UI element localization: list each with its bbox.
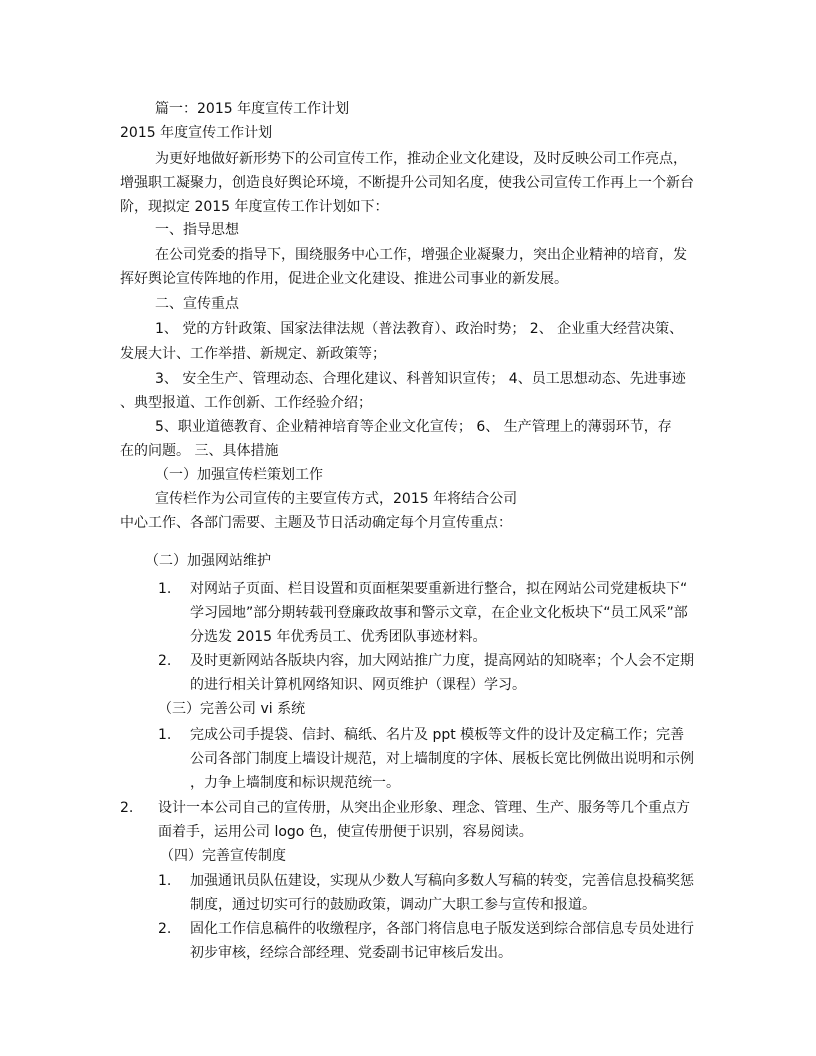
- list-number: 2.: [120, 800, 134, 816]
- list-item-line: 加强通讯员队伍建设，实现从少数人写稿向多数人写稿的转变，完善信息投稿奖惩: [190, 873, 694, 889]
- section-body-line: 、典型报道、工作创新、工作经验介绍；: [120, 395, 372, 411]
- section-body-line: 挥好舆论宣传阵地的作用，促进企业文化建设、推进公司事业的新发展。: [120, 271, 568, 287]
- subsection-heading: （二）加强网站维护: [145, 553, 271, 569]
- list-number: 2.: [158, 921, 172, 937]
- list-item-line: 公司各部门制度上墙设计规范，对上墙制度的字体、展板长宽比例做出说明和示例: [190, 751, 694, 767]
- subsection-heading: （一）加强宣传栏策划工作: [155, 467, 323, 483]
- section-body-line: 5、职业道德教育、企业精神培育等企业文化宣传； 6、 生产管理上的薄弱环节，存: [155, 419, 672, 435]
- list-item-line: 学习园地”部分期转载刊登廉政故事和警示文章，在企业文化板块下“员工风采”部: [190, 605, 688, 621]
- list-item-line: 完成公司手提袋、信封、稿纸、名片及 ppt 模板等文件的设计及定稿工作；完善: [190, 727, 685, 743]
- list-number: 1.: [158, 581, 172, 597]
- list-number: 1.: [158, 727, 172, 743]
- section-body-line: 3、 安全生产、管理动态、合理化建议、科普知识宣传； 4、员工思想动态、先进事迹: [155, 371, 686, 387]
- section-body-line: 在的问题。 三、具体措施: [120, 443, 279, 459]
- section-heading: 二、宣传重点: [155, 296, 239, 312]
- list-item-line: 初步审核，经综合部经理、党委副书记审核后发出。: [190, 945, 512, 961]
- intro-line: 增强职工凝聚力，创造良好舆论环境，不断提升公司知名度，使我公司宣传工作再上一个新台: [120, 175, 694, 191]
- subsection-heading: （三）完善公司 vi 系统: [158, 701, 306, 717]
- list-item-line: 的进行相关计算机网络知识、网页维护（课程）学习。: [190, 677, 526, 693]
- subsection-heading: （四）完善宣传制度: [160, 848, 286, 864]
- list-number: 2.: [158, 653, 172, 669]
- intro-line: 为更好地做好新形势下的公司宣传工作，推动企业文化建设，及时反映公司工作亮点，: [155, 151, 687, 167]
- section-heading: 一、指导思想: [155, 222, 239, 238]
- list-item-line: 固化工作信息稿件的收缴程序，各部门将信息电子版发送到综合部信息专员处进行: [190, 921, 694, 937]
- section-body-line: 发展大计、工作举措、新规定、新政策等；: [120, 346, 386, 362]
- subtitle-line: 2015 年度宣传工作计划: [120, 125, 273, 141]
- list-item-line: 分选发 2015 年优秀员工、优秀团队事迹材料。: [190, 629, 487, 645]
- list-number: 1.: [158, 873, 172, 889]
- list-item-line: 对网站子页面、栏目设置和页面框架要重新进行整合，拟在网站公司党建板块下“: [190, 581, 688, 597]
- subsection-body-line: 中心工作、各部门需要、主题及节日活动确定每个月宣传重点：: [120, 515, 512, 531]
- title-line: 篇一：2015 年度宣传工作计划: [155, 101, 350, 117]
- list-item-line: 制度，通过切实可行的鼓励政策，调动广大职工参与宣传和报道。: [190, 897, 596, 913]
- list-item-line: ，力争上墙制度和标识规范统一。: [190, 775, 400, 791]
- section-body-line: 在公司党委的指导下，围绕服务中心工作，增强企业凝聚力，突出企业精神的培育，发: [155, 247, 687, 263]
- list-item-line: 及时更新网站各版块内容，加大网站推广力度，提高网站的知晓率；个人会不定期: [190, 653, 694, 669]
- list-item-line: 设计一本公司自己的宣传册，从突出企业形象、理念、管理、生产、服务等几个重点方: [158, 800, 690, 816]
- section-body-line: 1、 党的方针政策、国家法律法规（普法教育）、政治时势； 2、 企业重大经营决策、: [155, 321, 684, 337]
- list-item-line: 面着手，运用公司 logo 色，使宣传册便于识别，容易阅读。: [158, 824, 533, 840]
- subsection-body-line: 宣传栏作为公司宣传的主要宣传方式，2015 年将结合公司: [155, 491, 518, 507]
- intro-line: 阶，现拟定 2015 年度宣传工作计划如下：: [120, 199, 389, 215]
